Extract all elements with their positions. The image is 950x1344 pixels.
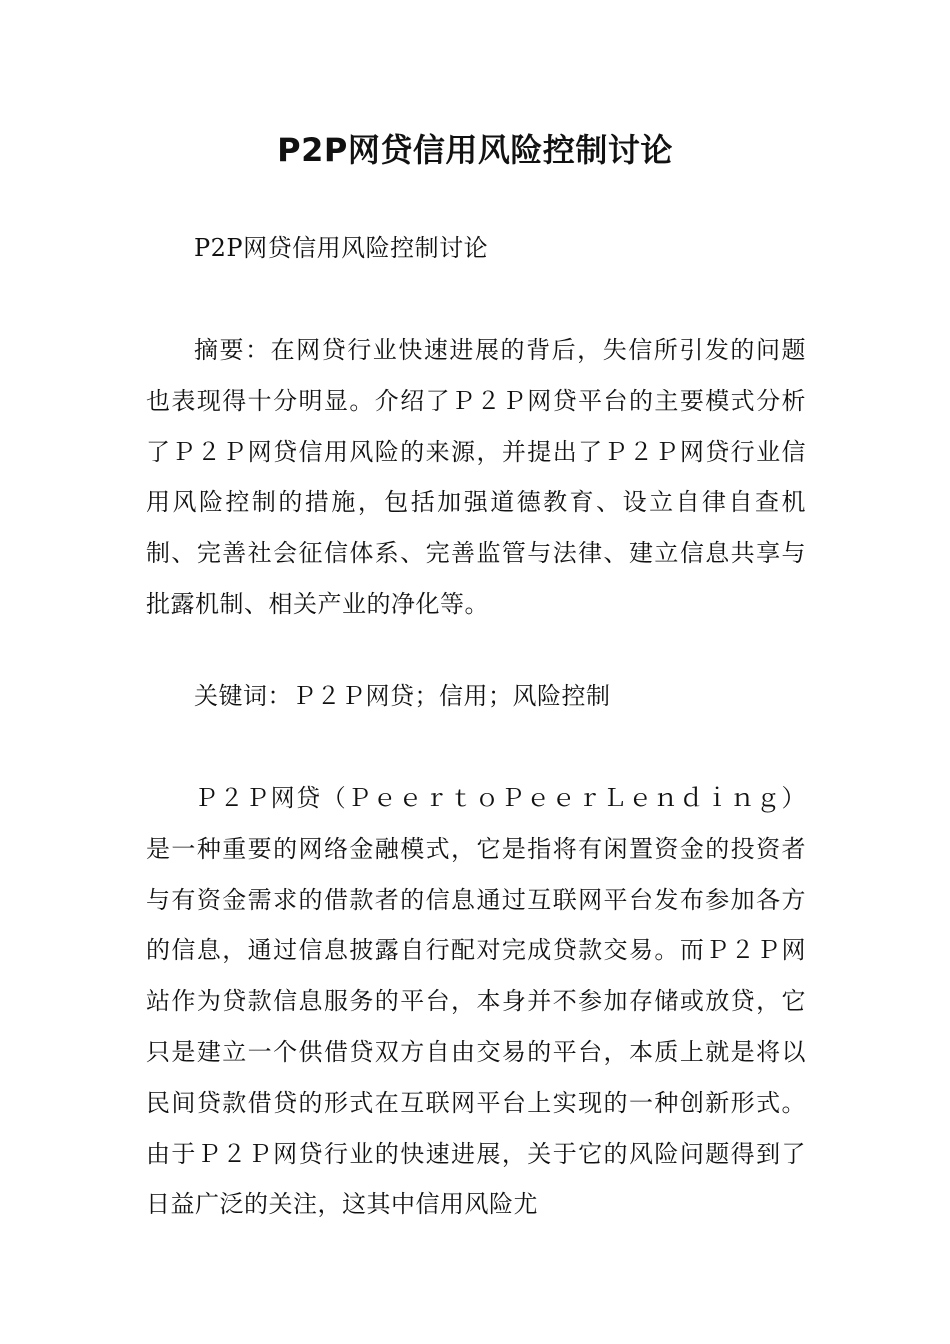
document-title: P2P网贷信用风险控制讨论	[277, 131, 673, 169]
intro-paragraph: Ｐ２Ｐ网贷（ＰｅｅｒｔｏＰｅｅｒＬｅｎｄｉｎｇ）是一种重要的网络金融模式，它是指将有闲置资金的投资者与有资金需求的借款者的信息通过互联网平台发布参加各方的信息，通过信息披露自行配对完成贷款交易。而Ｐ２Ｐ网站作为贷款信息服务的平台，本身并不参加存储或放贷，它只是建立一个供借贷双方自由交易的平台，本质上就是将以民间贷款借贷的形式在互联网平台上实现的一种创新形式。由于Ｐ２Ｐ网贷行业的快速进展，关于它的风险问题得到了日益广泛的关注，这其中信用风险尤	[146, 784, 806, 1219]
keywords-paragraph: 关键词：Ｐ２Ｐ网贷；信用；风险控制	[194, 682, 611, 710]
document-subtitle: P2P网贷信用风险控制讨论	[194, 234, 489, 262]
abstract-paragraph: 摘要：在网贷行业快速进展的背后，失信所引发的问题也表现得十分明显。介绍了Ｐ２Ｐ网贷平台的主要模式分析了Ｐ２Ｐ网贷信用风险的来源，并提出了Ｐ２Ｐ网贷行业信用风险控制的措施，包括加强道德教育、设立自律自查机制、完善社会征信体系、完善监管与法律、建立信息共享与批露机制、相关产业的净化等。	[146, 336, 806, 618]
